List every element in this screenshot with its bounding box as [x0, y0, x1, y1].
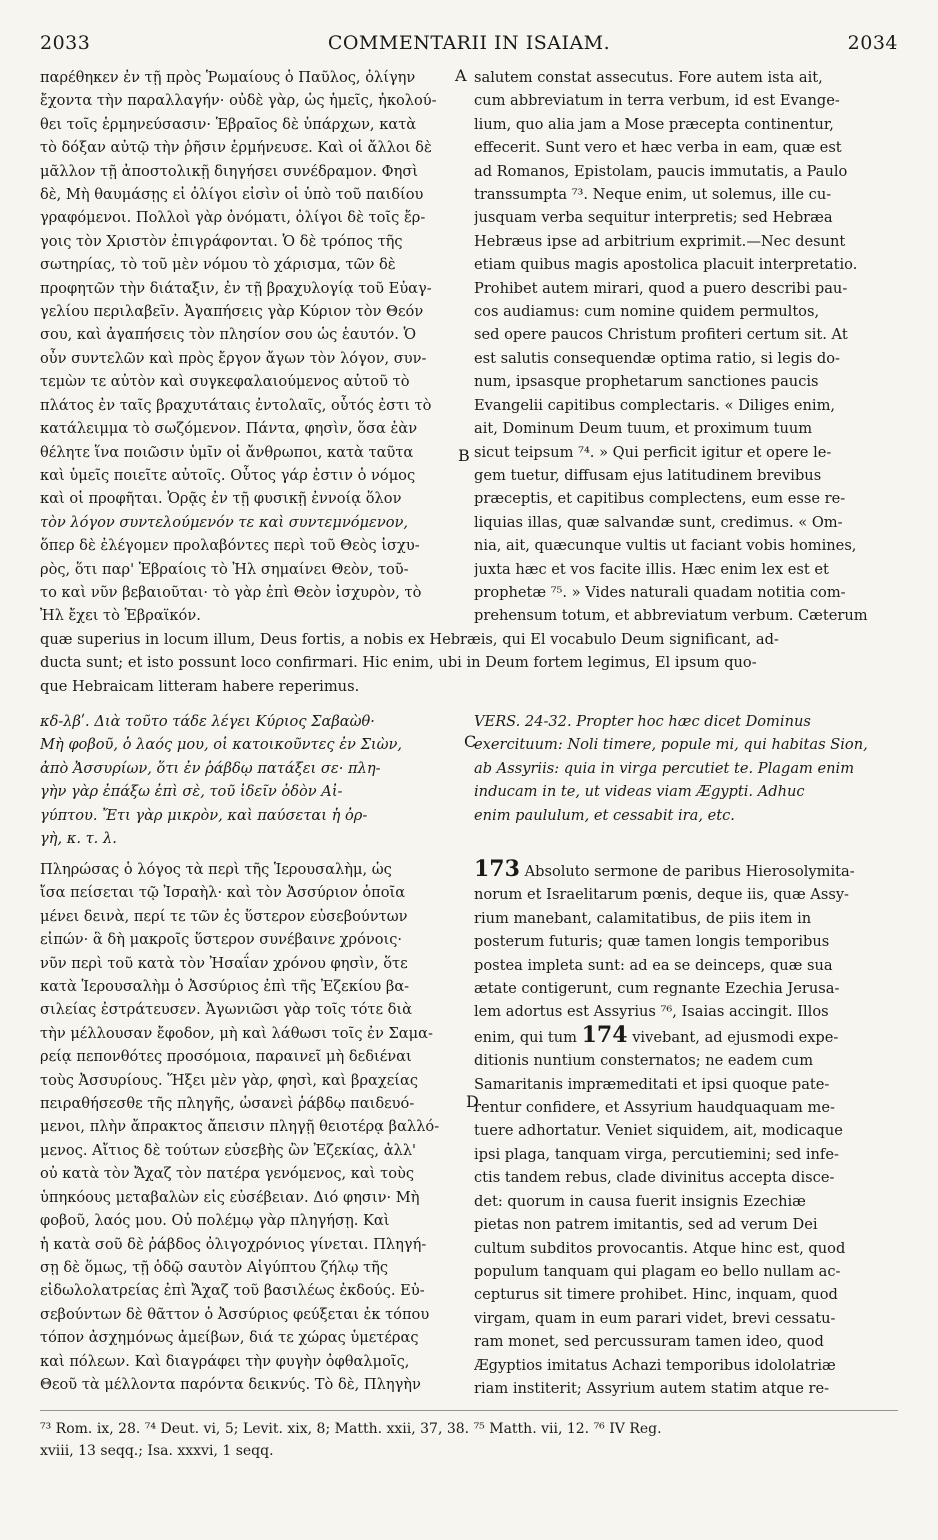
text-line: θέλητε ἵνα ποιῶσιν ὑμῖν οἱ ἄνθρωποι, κατὰ ταῦτα — [40, 443, 414, 461]
text-line: ad Romanos, Epistolam, paucis immutatis, a Paulo — [474, 162, 848, 180]
text-line: prehensum totum, et abbreviatum verbum. Cæterum — [474, 607, 868, 625]
text-line: rium manebant, calamitatibus, de piis item in — [474, 909, 812, 927]
text-line: καὶ ὑμεῖς ποιεῖτε αὐτοῖς. Οὗτος γάρ ἐστιν ὁ νόμος — [40, 466, 416, 484]
text-line: τὴν μέλλουσαν ἔφοδον, μὴ καὶ λάθωσι τοῖς ἐν Σαμα- — [40, 1024, 433, 1042]
footnote-line: xviii, 13 seqq.; Isa. xxxvi, 1 seqq. — [40, 1443, 274, 1459]
text-line: cepturus sit timere prohibet. Hinc, inquam, quod — [474, 1286, 838, 1304]
text-line: σου, καὶ ἀγαπήσεις τὸν πλησίον σου ὡς ἑαυτόν. Ὁ — [40, 326, 417, 344]
greek-verse-block — [40, 710, 452, 850]
text-line: prophetæ ⁷⁵. » Vides naturali quadam notitia com- — [474, 583, 846, 601]
page-header — [40, 32, 898, 60]
page-number-right: 2034 — [847, 32, 898, 54]
text-line: effecerit. Sunt vero et hæc verba in eam, quæ est — [474, 139, 842, 157]
text-line: καὶ οἱ προφῆται. Ὁρᾷς ἐν τῇ φυσικῇ ἐννοίᾳ ὅλον — [40, 490, 402, 508]
verse-line: Μὴ φοβοῦ, ὁ λαός μου, οἱ κατοικοῦντες ἐν Σιὼν, — [40, 736, 403, 754]
text-line: salutem constat assecutus. Fore autem ista ait, — [474, 69, 823, 86]
text-line: lem adortus est Assyrius ⁷⁶, Isaias accingit. Illos — [474, 1003, 829, 1021]
text-line: pietas non patrem imitantis, sed ad verum Dei — [474, 1216, 818, 1234]
text-line — [474, 858, 904, 883]
text-line: Hebræus ipse ad arbitrium exprimit.—Nec desunt — [474, 232, 846, 250]
text-line: νῦν περὶ τοῦ κατὰ τὸν Ἠσαΐαν χρόνου φησὶν, ὅτε — [40, 954, 408, 972]
verse-line: enim paululum, et cessabit ira, etc. — [474, 806, 735, 824]
text-line: πειραθήσεσθε τῆς πληγῆς, ὡσανεὶ ῥάβδῳ παιδευό- — [40, 1095, 415, 1113]
text-line: παρέθηκεν ἐν τῇ πρὸς Ῥωμαίους ὁ Παῦλος, ὀλίγην — [40, 69, 416, 86]
latin-column-top — [474, 66, 904, 628]
verse-line: γὴ, κ. τ. λ. — [40, 830, 117, 848]
text-line: εἰδωλολατρείας ἐπὶ Ἄχαζ τοῦ βασιλέως ἐκδούς. Εὐ- — [40, 1282, 425, 1300]
text-line: Ægyptios imitatus Achazi temporibus idololatriæ — [474, 1356, 836, 1374]
text-line: ρὸς, ὅτι παρ' Ἑβραίοις τὸ Ἠλ σημαίνει Θεὸν, τοῦ- — [40, 560, 409, 578]
text-line: Θεοῦ τὰ μέλλοντα παρόντα δεικνύς. Τὸ δὲ, Πληγὴν — [40, 1375, 421, 1393]
text-line: lium, quo alia jam a Mose præcepta continentur, — [474, 115, 834, 133]
text-line: Evangelii capitibus complectaris. « Diliges enim, — [474, 396, 836, 414]
text-line: cos audiamus: cum nomine quidem permultos, — [474, 303, 820, 321]
text-line: Ἠλ ἔχει τὸ Ἑβραϊκόν. — [40, 607, 201, 625]
text-span: vivebant, ad ejusmodi expe- — [632, 1028, 839, 1046]
text-line: θει τοῖς ἑρμηνεύσασιν· Ἑβραῖος δὲ ὑπάρχων, κατὰ — [40, 115, 417, 133]
text-line: τὸν λόγον συντελούμενόν τε καὶ συντεμνόμενον, — [40, 513, 408, 531]
text-line: γοις τὸν Χριστὸν ἐπιγράφονται. Ὁ δὲ τρόπος τῆς — [40, 232, 403, 250]
greek-column-bottom — [40, 858, 452, 1396]
text-line: μενοι, πλὴν ἄπρακτος ἄπεισιν πληγῇ θειοτέρᾳ βαλλό- — [40, 1118, 440, 1136]
text-line: τὸ δόξαν αὐτῷ τὴν ῥῆσιν ἑρμήνευσε. Καὶ οἱ ἄλλοι δὲ — [40, 139, 432, 157]
text-line: τεμὼν τε αὐτὸν καὶ συγκεφαλαιούμενος αὐτοῦ τὸ — [40, 373, 410, 391]
text-line: σεβούντων δὲ θᾶττον ὁ Ἀσσύριος φεύξεται ἐκ τόπου — [40, 1305, 430, 1323]
text-line: etiam quibus magis apostolica placuit interpretatio. — [474, 256, 858, 274]
verse-line: κδ-λβʹ. Διὰ τοῦτο τάδε λέγει Κύριος Σαβαὼθ· — [40, 713, 375, 730]
text-line: ρείᾳ πεπονθότες προσόμοια, παραινεῖ μὴ δεδιέναι — [40, 1048, 412, 1066]
text-line: φοβοῦ, λαός μου. Οὐ πολέμῳ γὰρ πληγήσῃ. Καὶ — [40, 1212, 390, 1230]
text-line — [474, 1024, 904, 1049]
text-line: ὑπηκόους μεταβαλὼν εἰς εὐσέβειαν. Διό φησιν· Μὴ — [40, 1188, 420, 1206]
text-span: Absoluto sermone de paribus Hierosolymita- — [524, 863, 855, 880]
text-line: liquias illas, quæ salvandæ sunt, credimus. « Om- — [474, 513, 843, 531]
text-line: tuere adhortatur. Veniet siquidem, ait, modicaque — [474, 1122, 843, 1140]
verse-line: ἀπὸ Ἀσσυρίων, ὅτι ἐν ῥάβδῳ πατάξει σε· πλη- — [40, 759, 381, 777]
verse-line: VERS. 24-32. Propter hoc hæc dicet Dominus — [474, 713, 811, 730]
text-line: ram monet, sed percussuram tamen ideo, quod — [474, 1333, 824, 1351]
text-line: sed opere paucos Christum profiteri certum sit. At — [474, 326, 848, 344]
text-line: norum et Israelitarum pœnis, deque iis, quæ Assy- — [474, 886, 849, 904]
running-title: COMMENTARII IN ISAIAM. — [327, 32, 611, 54]
text-line: προφητῶν τὴν διάταξιν, ἐν τῇ βραχυλογίᾳ τοῦ Εὐαγ- — [40, 279, 432, 297]
margin-letter: C — [464, 732, 477, 751]
text-line: ditionis nuntium consternatos; ne eadem cum — [474, 1052, 814, 1070]
text-line: cultum subditos provocantis. Atque hinc est, quod — [474, 1239, 846, 1257]
text-line: postea impleta sunt: ad ea se deinceps, quæ sua — [474, 956, 833, 974]
section-number: 174 — [581, 1023, 628, 1048]
verse-line: inducam in te, ut videas viam Ægypti. Adhuc — [474, 783, 805, 801]
text-line: posterum futuris; quæ tamen longis temporibus — [474, 933, 830, 951]
verse-line: ab Assyriis: quia in virga percutiet te. Plagam enim — [474, 759, 855, 777]
text-line: Πληρώσας ὁ λόγος τὰ περὶ τῆς Ἱερουσαλὴμ, ὡς — [40, 861, 392, 878]
text-line: Samaritanis impræmeditati et ipsi quoque pate- — [474, 1075, 830, 1093]
text-line: que Hebraicam litteram habere reperimus. — [40, 677, 360, 695]
text-line: το καὶ νῦν βεβαιοῦται· τὸ γὰρ ἐπὶ Θεὸν ἰσχυρὸν, τὸ — [40, 583, 422, 601]
text-line: σωτηρίας, τὸ τοῦ μὲν νόμου τὸ χάρισμα, τῶν δὲ — [40, 256, 396, 274]
text-line: præceptis, et capitibus complectens, eum esse re- — [474, 490, 846, 508]
text-line: ἔχοντα τὴν παραλλαγήν· οὐδὲ γὰρ, ὡς ἡμεῖς, ἠκολού- — [40, 92, 437, 110]
verse-line: exercituum: Noli timere, popule mi, qui habitas Sion, — [474, 736, 868, 754]
text-line: κατάλειμμα τὸ σωζόμενον. Πάντα, φησὶν, ὅσα ἐὰν — [40, 420, 418, 438]
margin-letter: B — [458, 446, 470, 465]
text-line: populum tanquam qui plagam eo bello nullam ac- — [474, 1262, 841, 1280]
text-line: ait, Dominum Deum tuum, et proximum tuum — [474, 420, 813, 438]
text-line: τοὺς Ἀσσυρίους. Ἥξει μὲν γὰρ, φησὶ, καὶ βραχείας — [40, 1071, 419, 1089]
text-line: τόπον ἀσχημόνως ἀμείβων, διά τε χώρας ὑμετέρας — [40, 1329, 419, 1347]
text-line: cum abbreviatum in terra verbum, id est Evange- — [474, 92, 840, 110]
text-line: δὲ, Μὴ θαυμάσῃς εἰ ὀλίγοι εἰσὶν οἱ ὑπὸ τοῦ παιδίου — [40, 186, 424, 204]
text-line: ἡ κατὰ σοῦ δὲ ῥάβδος ὀλιγοχρόνιος γίνεται. Πληγή- — [40, 1235, 427, 1253]
text-line: det: quorum in causa fuerit insignis Ezechiæ — [474, 1192, 806, 1210]
footnotes — [40, 1418, 906, 1462]
text-line: gem tuetur, diffusam ejus latitudinem brevibus — [474, 466, 822, 484]
text-line: quæ superius in locum illum, Deus fortis, a nobis ex Hebræis, qui El vocabulo Deum significant, ad- — [40, 631, 779, 648]
text-line: οὖν συντελῶν καὶ πρὸς ἔργον ἄγων τὸν λόγον, συν- — [40, 349, 427, 367]
text-line: ducta sunt; et isto possunt loco confirmari. Hic enim, ubi in Deum fortem legimus, El ipsum quo- — [40, 654, 757, 672]
text-line: rentur confidere, et Assyrium haudquaquam me- — [474, 1099, 835, 1117]
margin-letter: A — [455, 66, 467, 85]
text-line: transsumpta ⁷³. Neque enim, ut solemus, ille cu- — [474, 186, 832, 204]
text-line: γραφόμενοι. Πολλοὶ γὰρ ὀνόματι, ὀλίγοι δὲ τοῖς ἔρ- — [40, 209, 426, 227]
text-line: Prohibet autem mirari, quod a puero describi pau- — [474, 279, 848, 297]
text-line: num, ipsasque prophetarum sanctiones paucis — [474, 373, 819, 391]
section-number: 173 — [474, 858, 520, 882]
text-line: est salutis consequendæ optima ratio, si legis do- — [474, 349, 840, 367]
greek-column-top — [40, 66, 452, 628]
text-line: riam institerit; Assyrium autem statim atque re- — [474, 1379, 830, 1397]
margin-letter: D — [466, 1092, 479, 1111]
text-line: καὶ πόλεων. Καὶ διαγράφει τὴν φυγὴν ὀφθαλμοῖς, — [40, 1352, 410, 1370]
text-line: πλάτος ἐν ταῖς βραχυτάταις ἐντολαῖς, οὗτός ἐστι τὸ — [40, 396, 432, 414]
verse-line: γὴν γὰρ ἐπάξω ἐπὶ σὲ, τοῦ ἰδεῖν ὁδὸν Αἰ- — [40, 783, 343, 801]
page-number-left: 2033 — [40, 32, 91, 54]
text-line: σῃ δὲ ὅμως, τῇ ὁδῷ σαυτὸν Αἰγύπτου ζήλῳ τῆς — [40, 1258, 389, 1276]
text-line: σιλείας ἐστράτευσεν. Ἀγωνιῶσι γὰρ τοῖς τότε διὰ — [40, 1001, 413, 1019]
latin-verse-block — [474, 710, 904, 827]
text-line: sicut teipsum ⁷⁴. » Qui perficit igitur et opere le- — [474, 443, 832, 461]
text-line: ipsi plaga, tanquam virga, percutiemini; sed infe- — [474, 1145, 839, 1163]
text-line: μενος. Αἴτιος δὲ τούτων εὐσεβὴς ὢν Ἐζεκίας, ἀλλ' — [40, 1141, 417, 1159]
text-line: juxta hæc et vos facite illis. Hæc enim lex est et — [474, 560, 829, 578]
text-span: enim, qui tum — [474, 1028, 577, 1046]
text-line: εἰπών· ἃ δὴ μακροῖς ὕστερον συνέβαινε χρόνοις· — [40, 931, 403, 949]
text-line: μένει δεινὰ, περί τε τῶν ἐς ὕστερον εὐσεβούντων — [40, 907, 408, 925]
text-line: κατὰ Ἱερουσαλὴμ ὁ Ἀσσύριος ἐπὶ τῆς Ἐζεκίου βα- — [40, 978, 410, 996]
text-line: μᾶλλον τῇ ἀποστολικῇ διηγήσει συνέδραμον. Φησὶ — [40, 162, 419, 180]
text-line: virgam, quam in eum parari videt, brevi cessatu- — [474, 1309, 836, 1327]
full-width-paragraph — [40, 628, 906, 698]
text-line: ἴσα πείσεται τῷ Ἰσραὴλ· καὶ τὸν Ἀσσύριον ὁποῖα — [40, 884, 406, 902]
text-line: nia, ait, quæcunque vultis ut faciant vobis homines, — [474, 537, 857, 555]
text-line: jusquam verba sequitur interpretis; sed Hebræa — [474, 209, 833, 227]
text-line: γελίου περιλαβεῖν. Ἀγαπήσεις γὰρ Κύριον τὸν Θεόν — [40, 303, 424, 321]
footnote-rule — [40, 1410, 898, 1411]
text-line: οὐ κατὰ τὸν Ἄχαζ τὸν πατέρα γενόμενος, καὶ τοὺς — [40, 1165, 415, 1183]
latin-column-bottom — [474, 858, 904, 1400]
text-line: ὅπερ δὲ ἐλέγομεν προλαβόντες περὶ τοῦ Θεὸς ἰσχυ- — [40, 537, 420, 555]
verse-line: γύπτου. Ἔτι γὰρ μικρὸν, καὶ παύσεται ἡ ὀρ- — [40, 806, 368, 824]
text-line: ætate contigerunt, cum regnante Ezechia Jerusa- — [474, 980, 840, 998]
text-line: ctis tandem rebus, clade divinitus accepta disce- — [474, 1169, 835, 1187]
footnote-line: ⁷³ Rom. ix, 28. ⁷⁴ Deut. vi, 5; Levit. xix, 8; Matth. xxii, 37, 38. ⁷⁵ Matth. vii, 12. ⁷⁶ IV Reg. — [40, 1421, 662, 1437]
